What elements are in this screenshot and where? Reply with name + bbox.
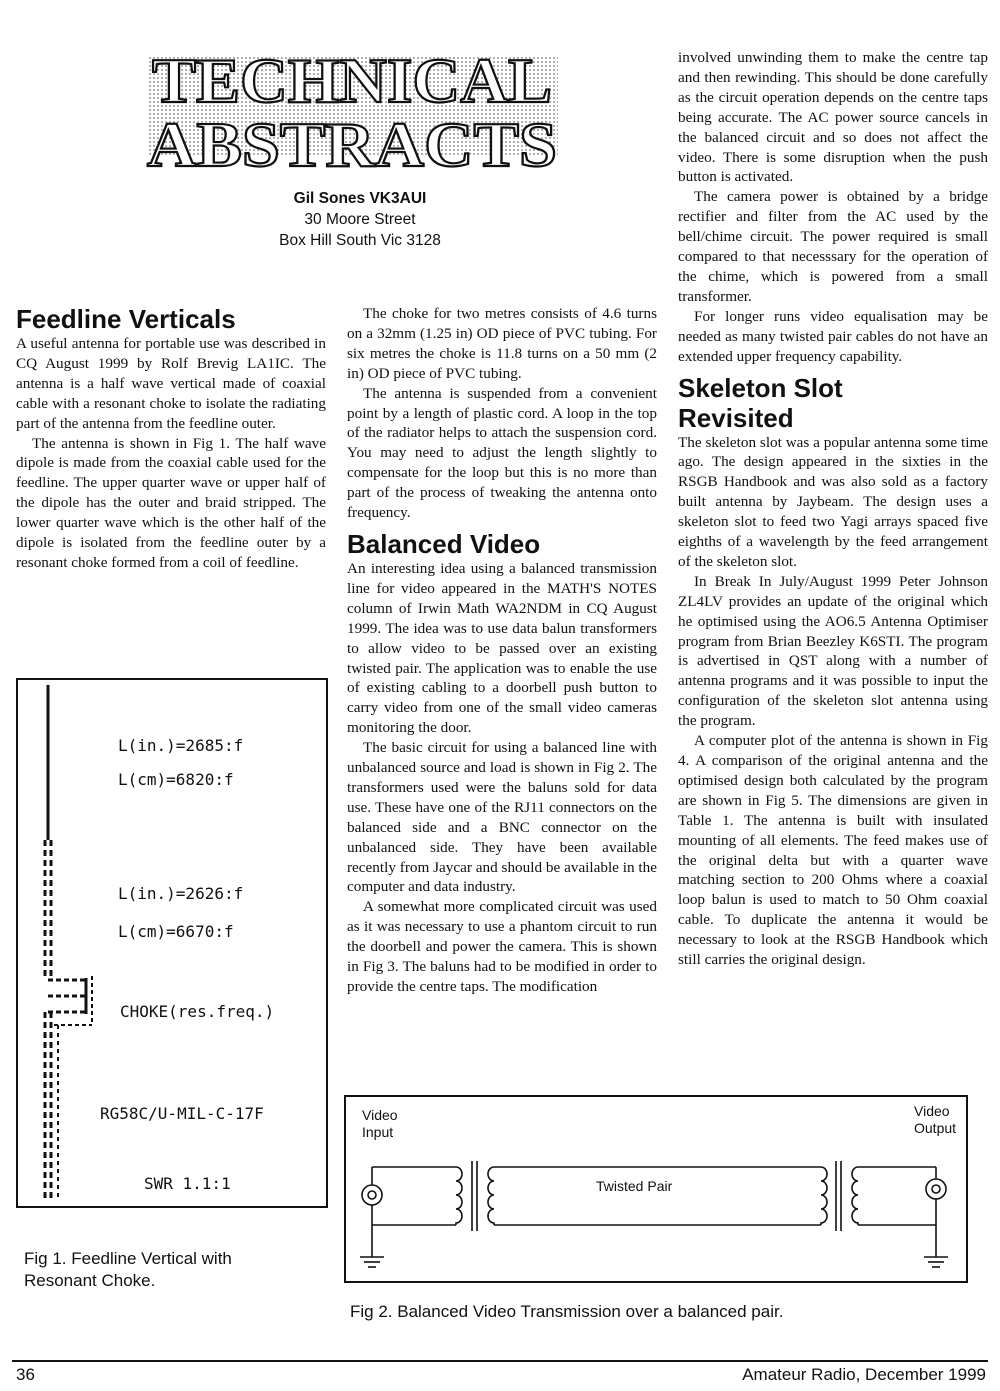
publication-info: Amateur Radio, December 1999 <box>742 1365 986 1384</box>
length-label-in: L(in.)=2685:f <box>118 736 244 755</box>
author-suburb: Box Hill South Vic 3128 <box>279 232 441 249</box>
heading-balanced-video: Balanced Video <box>347 528 541 559</box>
figure-2 <box>344 1095 968 1283</box>
masthead <box>140 44 565 172</box>
footer-rule <box>12 1360 988 1362</box>
video-input-label: Video Input <box>362 1107 398 1140</box>
paragraph: A computer plot of the antenna is shown in Fig 4. A comparison of the original antenna and the optimised design both calculated by the program are shown in Fig 5. The dimensions are given in Table 1. The antenna is built with insulated mounting of all elements. The feed makes use of the original delta but with a quarter wave matching section to 200 Ohms where a coaxial loop balun is used to match to 50 Ohm coaxial cable. To duplicate the antenna it would be necessary to look at the RSGB Handbook which still carries the original design. <box>678 732 988 969</box>
paragraph: involved unwinding them to make the centre tap and then rewinding. This should be done carefully as the circuit operation depends on the centre taps being accurate. The AC power source cancels in the balanced circuit and so does not affect the video. There is some disruption when the push button is activated. <box>678 49 988 186</box>
choke-label: CHOKE(res.freq.) <box>120 1002 275 1021</box>
paragraph: For longer runs video equalisation may be needed as many twisted pair cables do not have an extended upper frequency capability. <box>678 307 988 365</box>
twisted-pair-label: Twisted Pair <box>596 1178 673 1194</box>
figure-1-caption: Fig 1. Feedline Vertical with Resonant Choke. <box>24 1249 232 1290</box>
paragraph: The antenna is shown in Fig 1. The half wave dipole is made from the coaxial cable used for the feedline. The upper quarter wave or upper half of the dipole has the outer and braid stripped. The lower quarter wave which is the other half of the dipole is isolated from the feedline outer by a resonant choke formed from a coil of feedline. <box>16 434 326 571</box>
author-street: 30 Moore Street <box>304 211 416 228</box>
cable-label: RG58C/U-MIL-C-17F <box>100 1104 264 1123</box>
video-output-label: Video Output <box>914 1103 957 1136</box>
figure-2-caption: Fig 2. Balanced Video Transmission over a balanced pair. <box>350 1302 784 1321</box>
paragraph: The camera power is obtained by a bridge rectifier and filter from the AC used by the bell/chime circuit. The power required is small compared to that necesssary for the operation of the chime, which is powered from a small transformer. <box>678 188 988 305</box>
heading-feedline-verticals: Feedline Verticals <box>16 304 236 334</box>
author-name: Gil Sones VK3AUI <box>293 190 427 207</box>
length-label-cm-lower: L(cm)=6670:f <box>118 922 234 941</box>
paragraph: A useful antenna for portable use was described in CQ August 1999 by Rolf Brevig LA1IC. The antenna is a half wave vertical made of coaxial cable with a resonant choke to isolate the radiating part of the antenna from the feedline outer. <box>16 335 326 432</box>
paragraph: An interesting idea using a balanced transmission line for video appeared in the MATH'S NOTES column of Irwin Math WA2NDM in CQ August 1999. The idea was to use data balun transformers to allow video to be passed over an existing twisted pair. The application was to enable the use of existing cabling to a doorbell push button to carry video from one of the small video cameras monitoring the door. <box>347 559 657 737</box>
column-right <box>678 48 988 970</box>
masthead-logo <box>140 44 565 172</box>
page-number: 36 <box>16 1365 35 1384</box>
heading-skeleton-slot: Skeleton Slot Revisited <box>678 372 843 433</box>
paragraph: In Break In July/August 1999 Peter Johnson ZL4LV provides an update of the original which he optimised using the AO6.5 Antenna Optimiser program from Brian Beezley K6STI. The program is advertised in QST along with a number of antenna programs and it was possible to input the configuration of the skeleton slot antenna using the program. <box>678 572 988 730</box>
column-left <box>16 304 326 573</box>
paragraph: A somewhat more complicated circuit was used as it was necessary to use a phantom circuit to run the doorbell and power the camera. This is shown in Fig 3. The baluns had to be modified in order to provide the centre taps. The modification <box>347 898 657 995</box>
swr-label: SWR 1.1:1 <box>144 1174 231 1193</box>
figure-1 <box>16 678 328 1208</box>
paragraph: The skeleton slot was a popular antenna some time ago. The design appeared in the sixties in the RSGB Handbook and was also sold as a factory built antenna by Jaybeam. The design uses a skeleton slot to feed two Yagi arrays spaced five eighths of a wavelength by the feed arrangement of the skeleton slot. <box>678 433 988 570</box>
paragraph: The basic circuit for using a balanced line with unbalanced source and load is shown in Fig 2. The transformers used were the baluns sold for data use. These have one of the RJ11 connectors on the balanced side and a BNC connector on the unbalanced side. They have been available recently from Jaycar and should be available in the computer and data industry. <box>347 739 657 896</box>
byline <box>200 188 520 251</box>
paragraph: The choke for two metres consists of 4.6 turns on a 32mm (1.25 in) OD piece of PVC tubing. For six metres the choke is 11.8 turns on a 50 mm (2 in) OD piece of PVC tubing. <box>347 305 657 382</box>
paragraph: The antenna is suspended from a convenient point by a length of plastic cord. A loop in the top of the radiator helps to attach the suspension cord. You may need to adjust the length slightly to compensate for the loop but this is no more than part of the process of tweaking the antenna onto frequency. <box>347 384 657 522</box>
masthead-line2: ABSTRACTS <box>147 109 557 172</box>
column-middle <box>347 304 657 997</box>
length-label-cm: L(cm)=6820:f <box>118 770 234 789</box>
masthead-line1: TECHNICAL <box>152 45 552 116</box>
antenna-drawing <box>18 680 326 1206</box>
length-label-in-lower: L(in.)=2626:f <box>118 884 244 903</box>
